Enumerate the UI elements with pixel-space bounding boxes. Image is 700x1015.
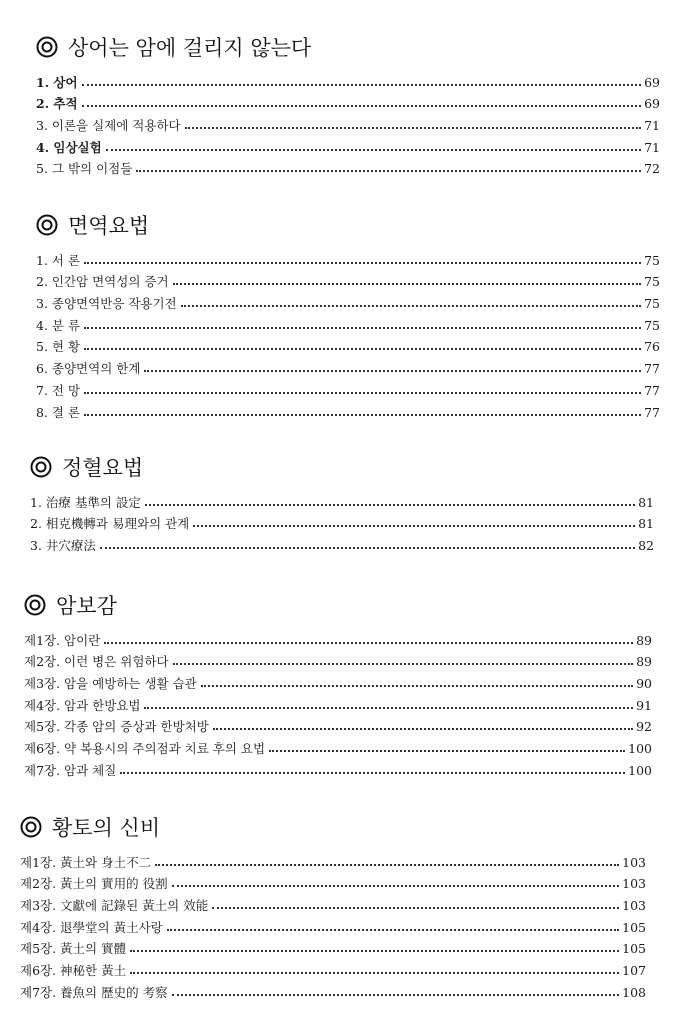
entry-page-number: 103 — [622, 876, 646, 892]
toc-entry[interactable] — [24, 648, 652, 670]
section-heading — [36, 210, 660, 240]
entry-list — [30, 488, 654, 553]
dot-leader — [193, 525, 635, 527]
entry-page-number: 89 — [636, 654, 652, 670]
entry-page-number: 77 — [644, 404, 660, 420]
dot-leader — [173, 283, 642, 285]
toc-entry[interactable] — [30, 488, 654, 510]
section-heading — [20, 812, 646, 842]
entry-label: 제1장. 암이란 — [24, 632, 101, 648]
entry-page-number: 103 — [622, 898, 646, 914]
toc-entry[interactable] — [20, 956, 646, 978]
section-heading — [36, 32, 660, 62]
entry-page-number: 90 — [636, 676, 652, 692]
dot-leader — [172, 994, 620, 996]
section-heading-text: 면역요법 — [68, 214, 150, 238]
dot-leader — [84, 392, 641, 394]
entry-page-number: 103 — [622, 854, 646, 870]
entry-page-number: 72 — [644, 161, 660, 177]
entry-page-number: 105 — [622, 919, 646, 935]
double-circle-icon — [20, 816, 42, 838]
entry-label: 7. 전 망 — [36, 382, 81, 398]
section-heading-text: 상어는 암에 걸리지 않는다 — [68, 36, 312, 60]
toc-entry[interactable] — [36, 68, 660, 90]
dot-leader — [84, 327, 641, 329]
dot-leader — [106, 149, 641, 151]
section-heading-text: 암보감 — [56, 594, 117, 618]
section-heading — [30, 452, 654, 482]
entry-page-number: 77 — [644, 361, 660, 377]
entry-label: 제6장. 약 복용시의 주의점과 치료 후의 요법 — [24, 741, 266, 757]
entry-page-number: 100 — [628, 762, 652, 778]
entry-page-number: 81 — [638, 516, 654, 532]
entry-label: 3. 이론을 실제에 적용하다 — [36, 118, 181, 134]
dot-leader — [144, 370, 641, 372]
toc-entry[interactable] — [36, 133, 660, 155]
entry-label: 제4장. 암과 한방요법 — [24, 697, 141, 713]
entry-list — [36, 246, 660, 420]
entry-page-number: 82 — [638, 538, 654, 554]
toc-entry[interactable] — [36, 111, 660, 133]
entry-label: 제1장. 黃土와 身土不二 — [20, 854, 152, 870]
entry-list — [36, 68, 660, 176]
entry-label: 5. 그 밖의 이점들 — [36, 161, 133, 177]
double-circle-icon — [30, 456, 52, 478]
dot-leader — [136, 170, 641, 172]
entry-page-number: 107 — [622, 963, 646, 979]
dot-leader — [82, 84, 642, 86]
dot-leader — [100, 547, 635, 549]
entry-label: 5. 현 황 — [36, 339, 81, 355]
entry-label: 2. 인간암 면역성의 증거 — [36, 274, 169, 290]
entry-page-number: 77 — [644, 382, 660, 398]
entry-page-number: 91 — [636, 697, 652, 713]
toc-entry[interactable] — [24, 756, 652, 778]
entry-label: 1. 상어 — [36, 74, 78, 90]
entry-label: 제4장. 退學堂의 黃土사랑 — [20, 919, 163, 935]
toc-entry[interactable] — [36, 289, 660, 311]
toc-section — [30, 452, 654, 553]
entry-page-number: 100 — [628, 741, 652, 757]
entry-page-number: 81 — [638, 494, 654, 510]
entry-label: 2. 相克機轉과 易理와의 관계 — [30, 516, 190, 532]
dot-leader — [144, 707, 633, 709]
entry-page-number: 75 — [644, 274, 660, 290]
entry-label: 제2장. 이런 병은 위험하다 — [24, 654, 169, 670]
dot-leader — [145, 504, 635, 506]
entry-label: 제2장. 黃土의 實用的 役割 — [20, 876, 168, 892]
entry-page-number: 71 — [644, 118, 660, 134]
entry-label: 1. 治療 基準의 設定 — [30, 494, 141, 510]
dot-leader — [82, 105, 642, 107]
toc-entry[interactable] — [24, 626, 652, 648]
entry-label: 제3장. 암을 예방하는 생활 습관 — [24, 676, 197, 692]
entry-label: 4. 분 류 — [36, 317, 81, 333]
toc-entry[interactable] — [24, 713, 652, 735]
dot-leader — [84, 348, 641, 350]
double-circle-icon — [36, 36, 58, 58]
dot-leader — [155, 864, 619, 866]
entry-page-number: 76 — [644, 339, 660, 355]
dot-leader — [84, 262, 641, 264]
toc-entry[interactable] — [20, 870, 646, 892]
dot-leader — [173, 663, 633, 665]
entry-label: 제3장. 文獻에 記錄된 黃土의 效能 — [20, 898, 209, 914]
toc-entry[interactable] — [20, 935, 646, 957]
toc-entry[interactable] — [24, 691, 652, 713]
toc-entry[interactable] — [36, 376, 660, 398]
dot-leader — [172, 885, 620, 887]
dot-leader — [84, 414, 641, 416]
dot-leader — [181, 305, 641, 307]
dot-leader — [167, 929, 619, 931]
section-heading-text: 정혈요법 — [62, 456, 144, 480]
entry-label: 제6장. 神秘한 黃土 — [20, 963, 127, 979]
toc-entry[interactable] — [20, 978, 646, 1000]
entry-page-number: 75 — [644, 317, 660, 333]
entry-page-number: 89 — [636, 632, 652, 648]
toc-section — [36, 210, 660, 420]
entry-label: 2. 추적 — [36, 96, 78, 112]
entry-page-number: 105 — [622, 941, 646, 957]
entry-label: 8. 결 론 — [36, 404, 81, 420]
entry-label: 4. 임상실험 — [36, 139, 102, 155]
toc-entry[interactable] — [36, 246, 660, 268]
toc-entry[interactable] — [36, 155, 660, 177]
entry-label: 제5장. 각종 암의 증상과 한방처방 — [24, 719, 209, 735]
entry-page-number: 71 — [644, 139, 660, 155]
dot-leader — [104, 642, 633, 644]
toc-entry[interactable] — [36, 311, 660, 333]
entry-page-number: 75 — [644, 252, 660, 268]
toc-entry[interactable] — [36, 398, 660, 420]
entry-page-number: 69 — [644, 74, 660, 90]
toc-section — [20, 812, 646, 1000]
entry-label: 3. 井穴療法 — [30, 538, 96, 554]
section-heading — [24, 590, 652, 620]
entry-label: 제5장. 黃土의 實體 — [20, 941, 127, 957]
toc-entry[interactable] — [30, 531, 654, 553]
toc-section — [36, 32, 660, 176]
toc-entry[interactable] — [20, 913, 646, 935]
toc-entry[interactable] — [36, 268, 660, 290]
entry-page-number: 75 — [644, 296, 660, 312]
toc-entry[interactable] — [36, 333, 660, 355]
entry-page-number: 69 — [644, 96, 660, 112]
entry-label: 제7장. 養魚의 歷史的 考察 — [20, 984, 168, 1000]
toc-entry[interactable] — [30, 510, 654, 532]
double-circle-icon — [36, 214, 58, 236]
toc-section — [24, 590, 652, 778]
toc-entry[interactable] — [24, 734, 652, 756]
dot-leader — [269, 750, 625, 752]
dot-leader — [213, 728, 633, 730]
double-circle-icon — [24, 594, 46, 616]
entry-label: 6. 종양면역의 한계 — [36, 361, 141, 377]
dot-leader — [120, 772, 625, 774]
dot-leader — [212, 907, 619, 909]
section-heading-text: 황토의 신비 — [52, 816, 161, 840]
toc-entry[interactable] — [36, 90, 660, 112]
entry-label: 3. 종양면역반응 작용기전 — [36, 296, 177, 312]
entry-label: 제7장. 암과 체질 — [24, 762, 117, 778]
entry-list — [24, 626, 652, 778]
entry-page-number: 108 — [622, 984, 646, 1000]
toc-entry[interactable] — [36, 354, 660, 376]
dot-leader — [185, 127, 641, 129]
dot-leader — [130, 972, 619, 974]
toc-entry[interactable] — [20, 848, 646, 870]
entry-page-number: 92 — [636, 719, 652, 735]
dot-leader — [130, 950, 619, 952]
toc-entry[interactable] — [20, 891, 646, 913]
entry-label: 1. 서 론 — [36, 252, 81, 268]
entry-list — [20, 848, 646, 1000]
toc-entry[interactable] — [24, 669, 652, 691]
dot-leader — [201, 685, 633, 687]
